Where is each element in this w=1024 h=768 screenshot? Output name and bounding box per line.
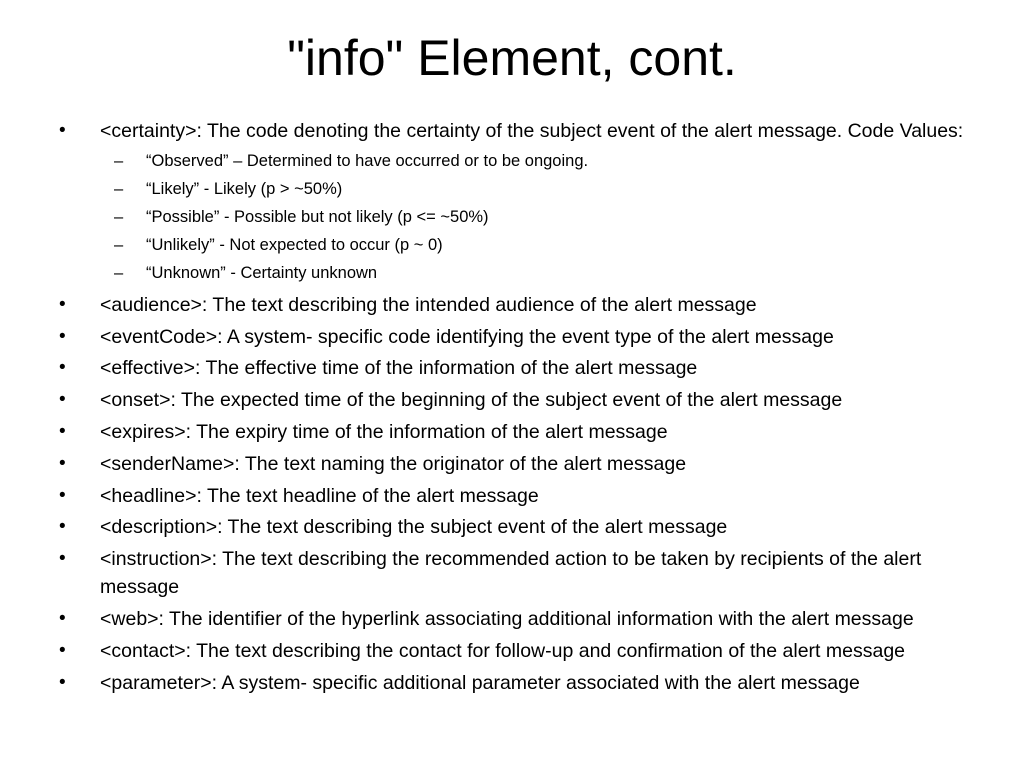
sub-bullet-marker: –: [114, 151, 124, 170]
bullet-text: <audience>: The text describing the intended audience of the alert message: [100, 293, 757, 316]
bullet-item-instruction: [0, 545, 1024, 601]
sub-item-likely: [100, 177, 1024, 201]
bullet-marker: •: [59, 420, 66, 442]
bullet-item-web: [0, 605, 1024, 633]
sub-item-unknown: [100, 261, 1024, 285]
sub-item-text: “Unknown” - Certainty unknown: [146, 263, 378, 282]
bullet-item-onset: [0, 386, 1024, 414]
sub-bullet-marker: –: [114, 263, 124, 282]
bullet-text: <web>: The identifier of the hyperlink associating additional information with the alert message: [100, 607, 914, 630]
bullet-item-parameter: [0, 669, 1024, 697]
sub-item-text: “Unlikely” - Not expected to occur (p ~ 0): [146, 235, 443, 254]
sub-item-possible: [100, 205, 1024, 229]
slide-title: "info" Element, cont.: [287, 30, 737, 86]
sub-item-unlikely: [100, 233, 1024, 257]
bullet-marker: •: [59, 389, 66, 411]
bullet-item-audience: [0, 291, 1024, 319]
sub-bullet-marker: –: [114, 207, 124, 226]
bullet-text: <expires>: The expiry time of the information of the alert message: [100, 420, 668, 443]
bullet-marker: •: [59, 325, 66, 347]
bullet-text: <contact>: The text describing the contact for follow-up and confirmation of the alert message: [100, 639, 906, 662]
bullet-text: <certainty>: The code denoting the certainty of the subject event of the alert message. Code Values:: [100, 120, 964, 142]
bullet-item-description: [0, 513, 1024, 541]
bullet-text: <parameter>: A system- specific additional parameter associated with the alert message: [100, 671, 860, 694]
bullet-marker: •: [59, 452, 66, 474]
bullet-item-certainty: [0, 117, 1024, 145]
bullet-marker: •: [59, 607, 66, 629]
bullet-marker: •: [59, 639, 66, 661]
bullet-item-contact: [0, 637, 1024, 665]
sub-bullet-marker: –: [114, 179, 124, 198]
bullet-marker: •: [59, 548, 66, 570]
bullet-marker: •: [59, 293, 66, 315]
bullet-item-headline: [0, 482, 1024, 510]
bullet-item-expires: [0, 418, 1024, 446]
bullet-list: [0, 117, 1024, 700]
bullet-text: <instruction>: The text describing the recommended action to be taken by recipients of the alert message: [100, 548, 922, 599]
bullet-item-eventcode: [0, 323, 1024, 351]
bullet-text: <senderName>: The text naming the originator of the alert message: [100, 452, 687, 475]
bullet-text: <headline>: The text headline of the alert message: [100, 484, 539, 507]
bullet-text: <description>: The text describing the subject event of the alert message: [100, 516, 728, 539]
bullet-item-sendername: [0, 450, 1024, 478]
bullet-marker: •: [59, 357, 66, 379]
sub-item-observed: [100, 149, 1024, 173]
bullet-text: <eventCode>: A system- specific code identifying the event type of the alert message: [100, 325, 834, 348]
certainty-values-list: [100, 149, 1024, 285]
sub-item-text: “Observed” – Determined to have occurred or to be ongoing.: [146, 151, 589, 170]
bullet-text: <onset>: The expected time of the beginning of the subject event of the alert message: [100, 389, 843, 412]
bullet-marker: •: [59, 516, 66, 538]
bullet-marker: •: [59, 671, 66, 693]
bullet-marker: •: [59, 484, 66, 506]
sub-item-text: “Likely” - Likely (p > ~50%): [146, 179, 343, 198]
sub-bullet-marker: –: [114, 235, 124, 254]
bullet-marker: •: [59, 120, 66, 141]
bullet-text: <effective>: The effective time of the information of the alert message: [100, 357, 698, 380]
sub-item-text: “Possible” - Possible but not likely (p <= ~50%): [146, 207, 489, 226]
bullet-item-effective: [0, 354, 1024, 382]
